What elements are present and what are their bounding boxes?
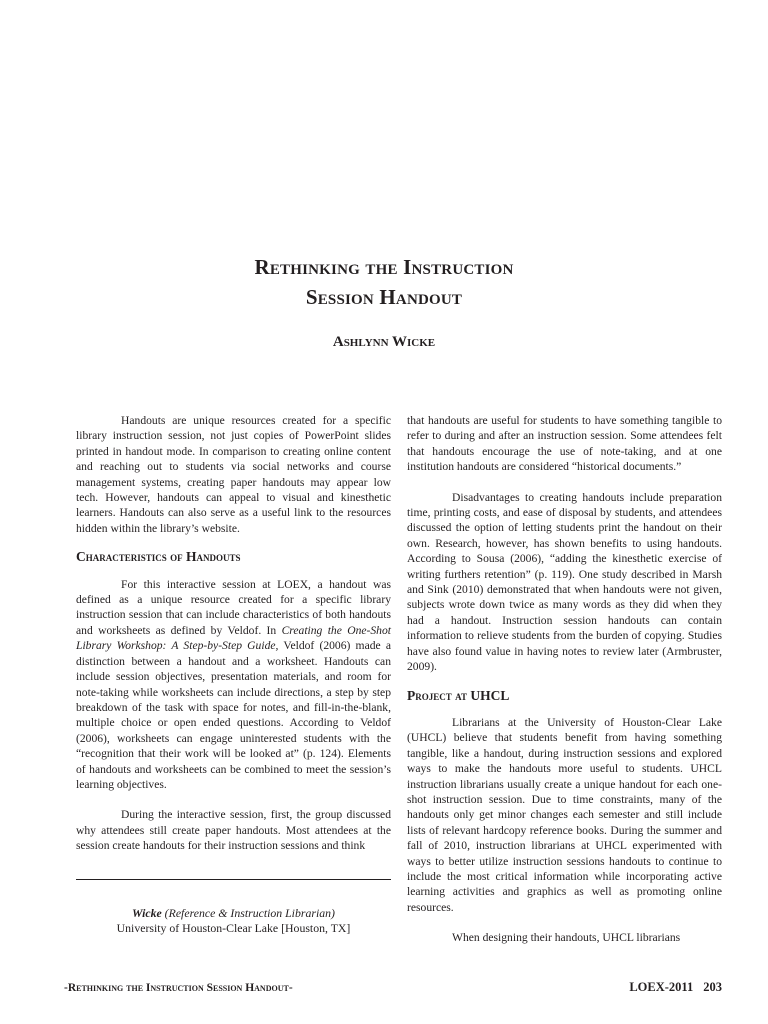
designing-paragraph: When designing their handouts, UHCL librarians: [452, 931, 681, 945]
title-line-1: Rethinking the Instruction: [254, 255, 514, 279]
article-title: [0, 252, 768, 312]
author-name: Ashlynn Wicke: [332, 334, 436, 350]
characteristics-paragraph: [76, 577, 391, 793]
section-heading-project: Project at UHCL: [407, 687, 510, 703]
affiliation-role: (Reference & Instruction Librarian): [161, 906, 335, 920]
section-heading-characteristics: Characteristics of Handouts: [76, 549, 241, 565]
session-paragraph: During the interactive session, first, the group discussed why attendees still create paper handouts. Most attendees at the session create handouts for their instruction sessions and think: [76, 808, 391, 853]
affiliation-line-1: [76, 906, 391, 921]
footnote-divider: [76, 879, 391, 880]
paragraph-text: For this interactive session at LOEX, a handout was defined as a unique resource created for a specific library instruction session that can include characteristics of both handouts and worksheets as defined by Veldof. In: [76, 577, 391, 637]
title-line-2: Session Handout: [305, 285, 463, 309]
running-title: -Rethinking the Instruction Session Handout-: [64, 982, 293, 994]
page-footer: [629, 980, 722, 995]
paragraph-text: Veldof (2006) made a distinction between a handout and a worksheet. Handouts can include session objectives, presentation materials, and room for note-taking while worksheets can include directions, a step by step breakdown of the task with space for notes, and fill-in-the-blank, multiple choice or open ended questions. According to Veldof (2006), worksheets can engage uninterested students with the “recognition that their work will be looked at” (p. 124). Elements of handouts and worksheets can be combined to meet the session’s learning objectives.: [76, 639, 391, 791]
disadvantages-paragraph: Disadvantages to creating handouts include preparation time, printing costs, and ease of disposal by students, and attendees discussed the option of letting students print the handout on their own. Research, however, has shown benefits to using handouts. According to Sousa (2006), “adding the kinesthetic exercise of writing furthers retention” (p. 119). One study described in Marsh and Sink (2010) demonstrated that when handouts were not given, subjects wrote down twice as many words as they did when they had a handout. Instruction session handouts can contain information to relieve students from the burden of copying. Studies have also found value in having notes to review later (Armbruster, 2009).: [407, 490, 722, 674]
project-paragraph: Librarians at the University of Houston-Clear Lake (UHCL) believe that students benefit from having something tangible, like a handout, during instruction sessions and explored ways to make the handouts more useful to students. UHCL instruction librarians usually create a unique handout for each one-shot instruction session. Due to time constraints, many of the handouts only get minor changes each semester and still include lists of relevant hardcopy reference books. During the summer and fall of 2010, instruction librarians at UHCL experimented with ways to better utilize instruction sessions handouts to continue to include the most critical information while incorporating active learning activities and graphics as well as promoting online resources.: [407, 715, 722, 914]
affiliation-institution: University of Houston-Clear Lake [Houston, TX]: [116, 921, 351, 935]
page-number: 203: [703, 980, 722, 994]
book-title: Creating the One-Shot Library Workshop: A Step-by-Step Guide,: [76, 623, 391, 653]
author-affiliation: [76, 906, 391, 936]
conference-label: LOEX-2011: [629, 980, 694, 994]
continued-paragraph: that handouts are useful for students to have something tangible to refer to during and after an instruction session. Some attendees felt that handouts encourage the use of note-taking, and at one institution handouts are considered “historical documents.”: [407, 414, 722, 474]
left-column: [76, 413, 391, 854]
right-column: [407, 413, 722, 946]
intro-paragraph: Handouts are unique resources created for a specific library instruction session, not just copies of PowerPoint slides printed in handout mode. In comparison to creating online content and reaching out to students via social networks and course management systems, creating paper handouts may appear low tech. However, handouts can appeal to visual and kinesthetic learners. Handouts can also serve as a useful link to the resources hidden within the library’s website.: [76, 414, 391, 535]
affiliation-name: Wicke: [132, 906, 162, 920]
